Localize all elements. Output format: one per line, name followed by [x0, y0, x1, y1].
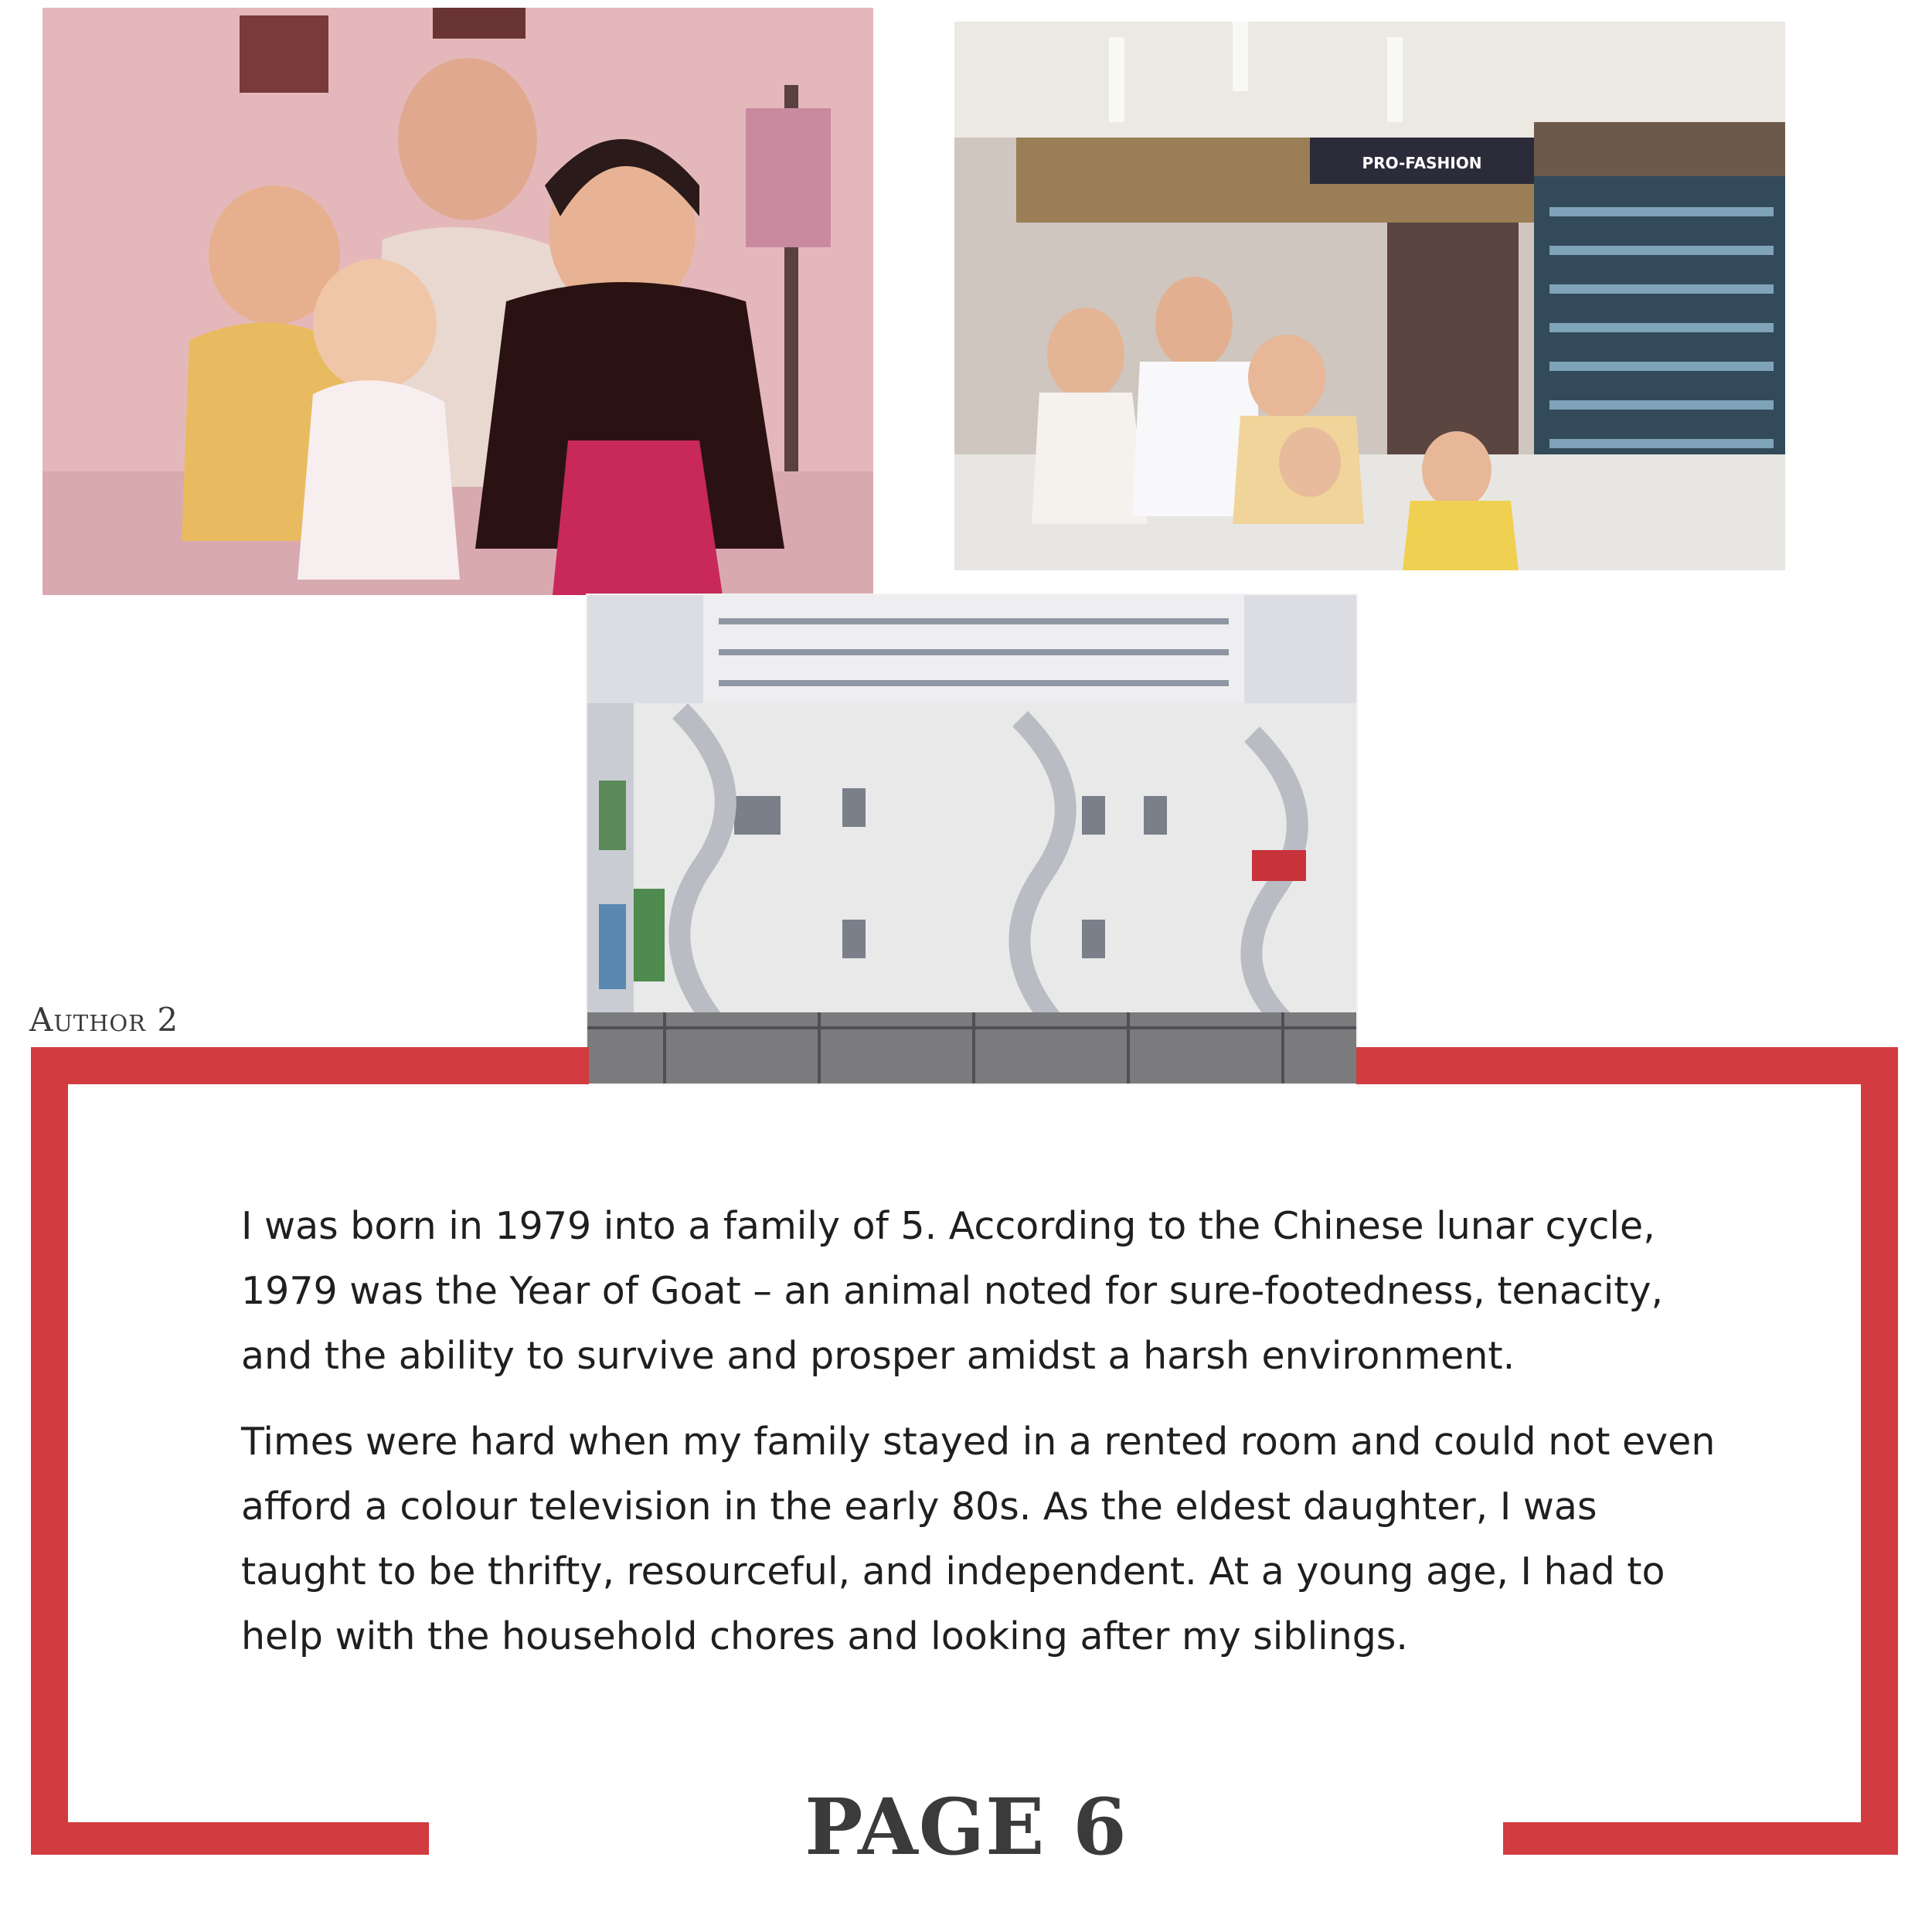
shophouse-building-photo: [587, 595, 1356, 1083]
shop-sign: PRO-FASHION: [1362, 154, 1482, 172]
story-paragraph-1: I was born in 1979 into a family of 5. According to the Chinese lunar cycle, 1979 was the Year of Goat – an animal noted for sure-footedness, tenacity, and the ability to survive and prosper amidst a harsh environment.: [241, 1204, 1664, 1378]
author-label: Author 2: [29, 1001, 179, 1039]
story-text: [241, 1194, 1733, 1690]
frame-left: [31, 1047, 68, 1855]
story-paragraph-2: Times were hard when my family stayed in a rented room and could not even afford a colour television in the early 80s. As the eldest daughter, I was taught to be thrifty, resourceful, and independent. At a young age, I had to help with the household chores and looking after my siblings.: [241, 1420, 1716, 1658]
frame-top-right: [1356, 1047, 1897, 1084]
frame-bottom-right: [1503, 1822, 1898, 1855]
tailor-shop-photo: [954, 22, 1785, 570]
family-portrait-photo: [43, 8, 873, 595]
frame-right: [1861, 1047, 1898, 1855]
frame-top-left: [31, 1047, 589, 1084]
frame-bottom-left: [31, 1822, 429, 1855]
page-number: PAGE 6: [804, 1781, 1128, 1872]
